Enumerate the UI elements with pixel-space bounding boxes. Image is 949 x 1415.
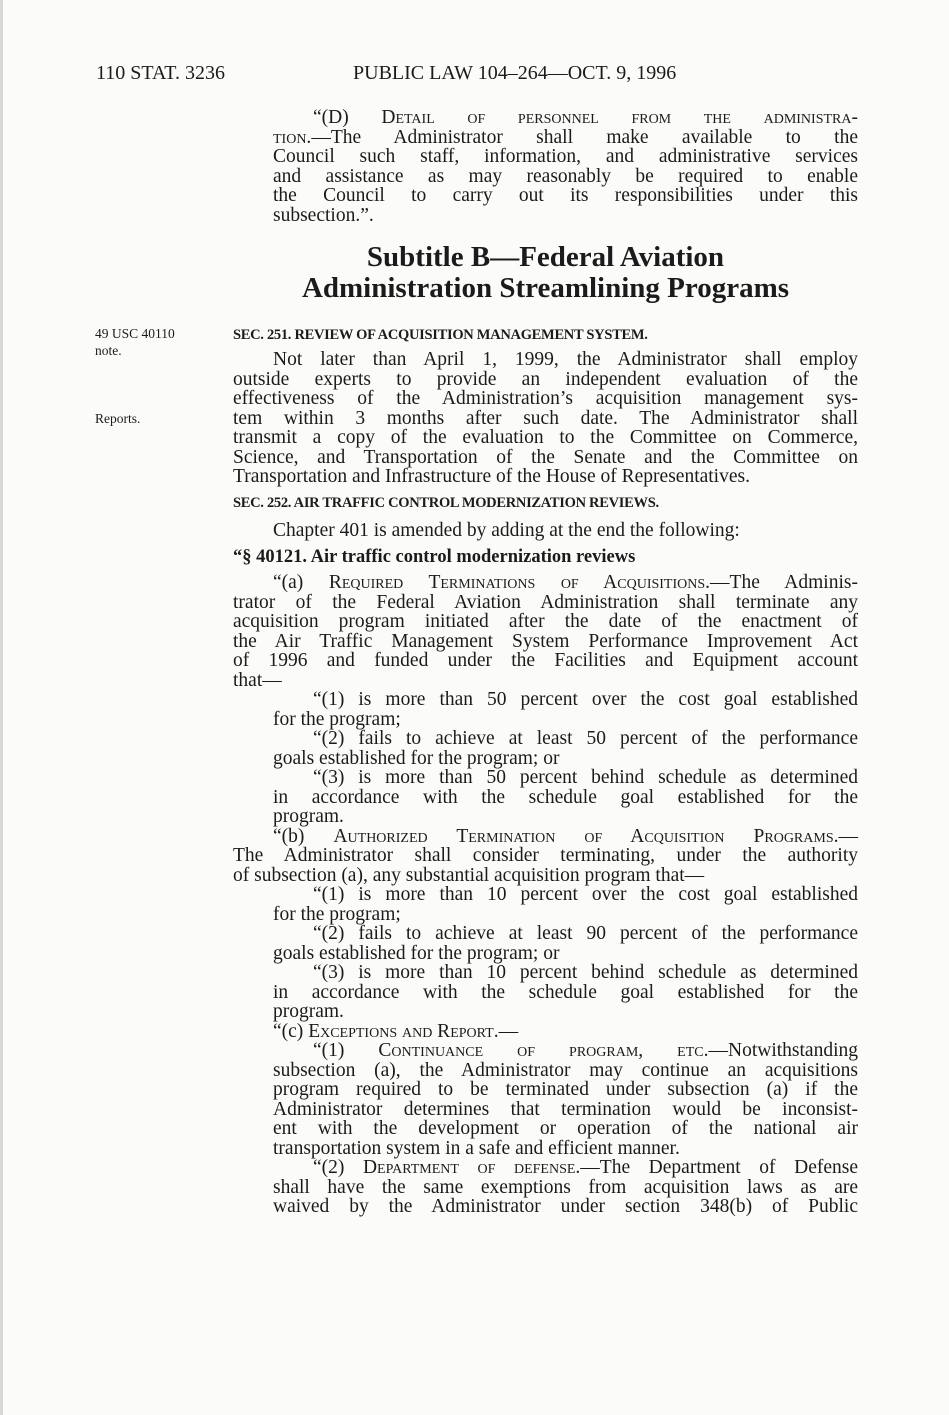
section-252-heading: SEC. 252. AIR TRAFFIC CONTROL MODERNIZATION REVIEWS.: [233, 495, 659, 511]
section-40121-body: [233, 573, 858, 1217]
small-caps-heading: Department of defense.: [362, 1157, 581, 1178]
text-line: subsection (a), the Administrator may continue an acquisitions: [273, 1059, 858, 1081]
text-line: [233, 573, 858, 593]
text-line: that—: [233, 669, 282, 691]
text-line: goals established for the program; or: [273, 942, 560, 964]
statute-page-number: 110 STAT. 3236: [96, 62, 225, 84]
text-line: in accordance with the schedule goal established for the: [273, 981, 858, 1003]
text-line: “(2) fails to achieve at least 90 percent of the performance: [313, 923, 858, 944]
text-run: “(1): [313, 1040, 379, 1061]
small-caps-heading: Authorized Termination of Acquisition Programs.: [333, 825, 839, 847]
text-run: —The Administrator shall make available to the: [311, 126, 858, 148]
text-line: outside experts to provide an independent evaluation of the: [233, 368, 858, 390]
small-caps-heading: Detail of personnel from the administra-: [381, 107, 858, 128]
small-caps-heading: Required Terminations of Acquisitions.: [328, 572, 711, 593]
section-251-heading: SEC. 251. REVIEW OF ACQUISITION MANAGEMENT SYSTEM.: [233, 327, 648, 343]
text-line: [233, 1022, 858, 1042]
text-line: and assistance as may reasonably be required to enable: [273, 165, 858, 187]
text-line: for the program;: [273, 708, 401, 730]
subtitle-line-1: Subtitle B—Federal Aviation: [366, 241, 725, 273]
text-line: acquisition program initiated after the date of the enactment of: [233, 611, 858, 632]
text-line: Science, and Transportation of the Senate and the Committee on: [233, 446, 858, 468]
scan-edge: [0, 0, 3, 1415]
text-line: shall have the same exemptions from acquisition laws as are: [273, 1176, 858, 1198]
text-line: program.: [273, 1001, 344, 1022]
section-251-body: [233, 350, 858, 487]
text-line: Administrator determines that termination would be inconsist-: [273, 1098, 858, 1120]
text-line: subsection.”.: [273, 204, 374, 226]
section-40121-title: “§ 40121. Air traffic control modernization reviews: [233, 547, 636, 567]
small-caps-heading: tion.: [273, 126, 312, 148]
text-line: Not later than April 1, 1999, the Administrator shall employ: [273, 349, 858, 370]
text-run: “(D): [313, 107, 382, 128]
text-line: of 1996 and funded under the Facilities and Equipment account: [233, 650, 858, 671]
text-run: “(2): [313, 1157, 363, 1178]
text-line: [233, 128, 858, 148]
text-line: goals established for the program; or: [273, 747, 560, 769]
running-header: PUBLIC LAW 104–264—OCT. 9, 1996: [353, 62, 677, 84]
text-run: “(a): [273, 572, 329, 593]
small-caps-heading: Exceptions and Report.: [308, 1020, 499, 1042]
subtitle-line-2: Administration Streamlining Programs: [301, 272, 790, 304]
text-line: program required to be terminated under subsection (a) if the: [273, 1079, 858, 1100]
text-line: program.: [273, 806, 344, 827]
text-run: —: [838, 825, 858, 847]
text-line: Transportation and Infrastructure of the House of Representatives.: [233, 466, 750, 487]
text-run: —Notwithstanding: [708, 1040, 858, 1061]
text-line: “(1) is more than 10 percent over the cost goal established: [313, 884, 858, 905]
text-run: “(c): [273, 1020, 309, 1042]
text-line: “(2) fails to achieve at least 50 percent of the performance: [313, 728, 858, 749]
text-line: trator of the Federal Aviation Administration shall terminate any: [233, 591, 858, 613]
text-line: of subsection (a), any substantial acquisition program that—: [233, 864, 705, 886]
text-run: —The Department of Defense: [580, 1157, 858, 1178]
text-line: [233, 1158, 858, 1178]
text-line: [233, 1041, 858, 1061]
text-line: effectiveness of the Administration’s acquisition management sys-: [233, 388, 858, 409]
text-line: [233, 827, 858, 847]
text-line: “(1) is more than 50 percent over the cost goal established: [313, 689, 858, 710]
text-line: transportation system in a safe and efficient manner.: [273, 1137, 680, 1159]
text-line: The Administrator shall consider terminating, under the authority: [233, 845, 858, 866]
paragraph-d: [233, 108, 858, 225]
text-run: —The Adminis-: [710, 572, 858, 593]
text-line: ent with the development or operation of the national air: [273, 1118, 858, 1139]
text-line: the Air Traffic Management System Performance Improvement Act: [233, 630, 858, 652]
text-line: transmit a copy of the evaluation to the Committee on Commerce,: [233, 427, 858, 448]
text-line: Council such staff, information, and administrative services: [273, 146, 858, 167]
text-run: “(b): [273, 825, 334, 847]
text-line: for the program;: [273, 903, 401, 925]
text-line: [233, 108, 858, 128]
margin-note: note.: [95, 343, 122, 358]
text-run: —: [498, 1020, 519, 1042]
text-line: in accordance with the schedule goal established for the: [273, 786, 858, 808]
margin-note-reports: Reports.: [95, 411, 141, 426]
text-line: tem within 3 months after such date. The Administrator shall: [233, 407, 858, 429]
text-line: “(3) is more than 10 percent behind schedule as determined: [313, 962, 858, 983]
margin-usc: 49 USC 40110: [95, 326, 175, 341]
margin-note-usc: [95, 325, 175, 359]
text-line: waived by the Administrator under section 348(b) of Public: [273, 1196, 858, 1217]
subtitle-heading: [233, 242, 858, 304]
text-line: the Council to carry out its responsibilities under this: [273, 185, 858, 206]
section-252-intro: Chapter 401 is amended by adding at the end the following:: [273, 520, 740, 541]
text-line: “(3) is more than 50 percent behind schedule as determined: [313, 767, 858, 788]
small-caps-heading: Continuance of program, etc.: [378, 1040, 709, 1061]
